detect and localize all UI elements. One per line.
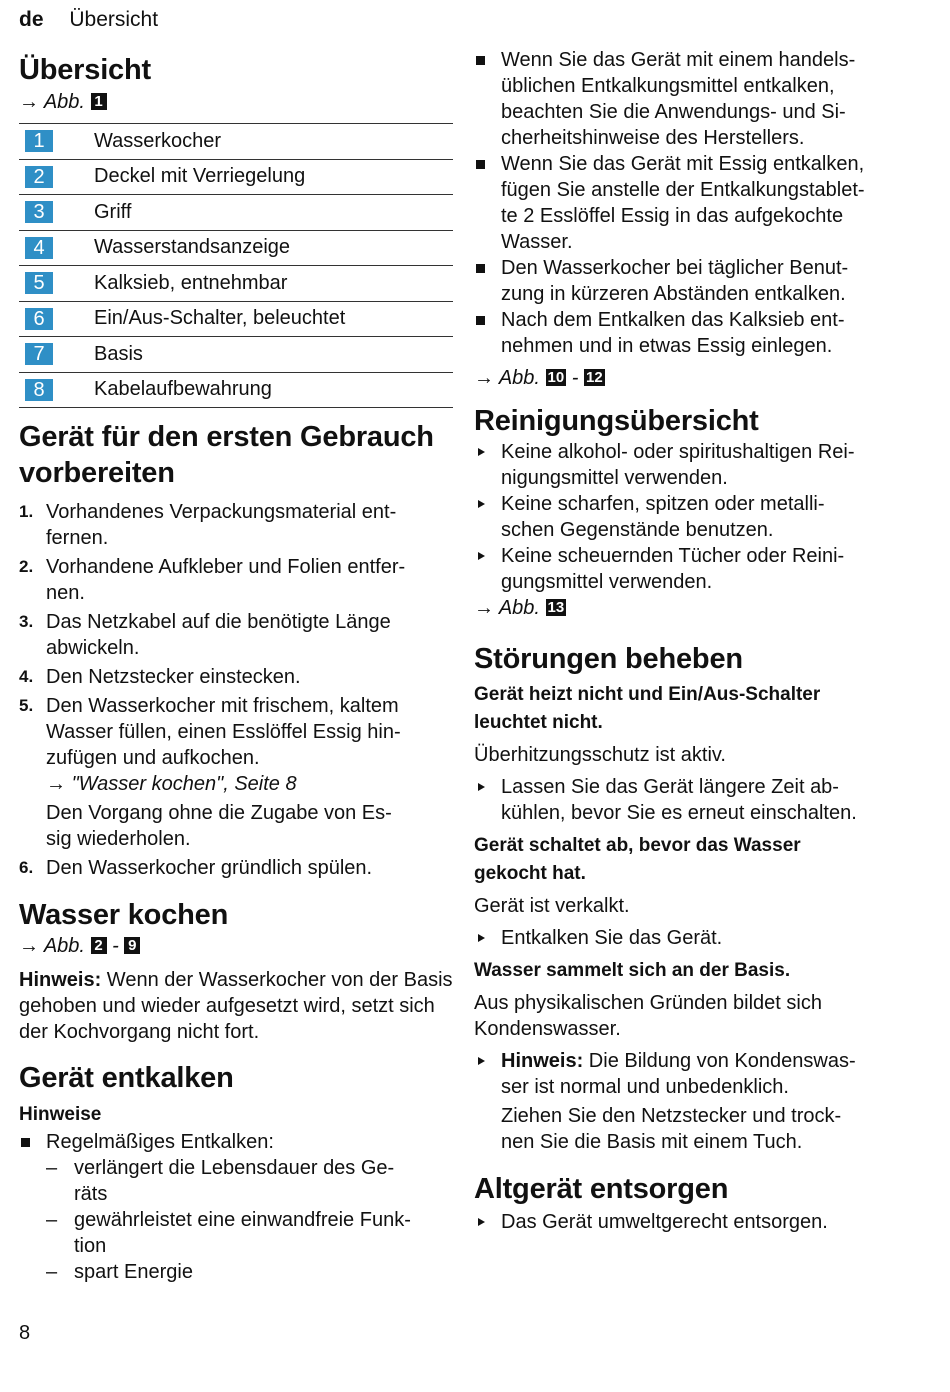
parts-table-row xyxy=(19,160,453,196)
list-item: Keine scheuernden Tücher oder Reini- gungsmittel verwenden. xyxy=(474,543,914,595)
parts-table-row xyxy=(19,373,453,409)
step-item: 2. Vorhandene Aufkleber und Folien entfer- nen. xyxy=(19,556,406,604)
list-item: Keine scharfen, spitzen oder metalli- schen Gegenstände benutzen. xyxy=(474,491,914,543)
part-number-badge: 6 xyxy=(25,308,53,330)
list-item: Entkalken Sie das Gerät. xyxy=(474,925,914,951)
bullet-item: Wenn Sie das Gerät mit Essig entkalken, fügen Sie anstelle der Entkalkungstablet- te 2 Esslöffel Essig in das aufgekochte Wasser. xyxy=(474,151,914,255)
page-header xyxy=(19,8,158,32)
dash-item: – gewährleistet eine einwandfreie Funk- tion xyxy=(46,1209,411,1257)
list-item: Keine alkohol- oder spiritushaltigen Rei- nigungsmittel verwenden. xyxy=(474,439,914,491)
step-item: 6. Den Wasserkocher gründlich spülen. xyxy=(19,857,373,879)
issue-heading: Wasser sammelt sich an der Basis. xyxy=(474,960,791,981)
descale-title: Gerät entkalken xyxy=(19,1062,234,1094)
part-label: Wasserkocher xyxy=(94,129,222,152)
first-use-steps xyxy=(19,499,453,881)
part-label: Kabelaufbewahrung xyxy=(94,378,272,401)
arrow-icon: → xyxy=(474,597,494,619)
cross-reference: → "Wasser kochen", Seite 8 xyxy=(46,773,297,795)
part-number-badge: 7 xyxy=(25,343,53,365)
parts-table xyxy=(19,123,453,408)
square-bullet-icon xyxy=(476,56,485,65)
part-number-badge: 8 xyxy=(25,379,53,401)
part-number-badge: 5 xyxy=(25,272,53,294)
boil-note: Hinweis: Wenn der Wasserkocher von der Basis gehoben und wieder aufgesetzt wird, setzt sich der Kochvorgang nicht fort. xyxy=(19,969,453,1043)
parts-table-row xyxy=(19,302,453,338)
part-label: Griff xyxy=(94,200,132,223)
descale-notes-heading: Hinweise xyxy=(19,1104,102,1125)
parts-table-row xyxy=(19,124,453,160)
parts-table-row xyxy=(19,231,453,267)
bullet-item: Nach dem Entkalken das Kalksieb ent- nehmen und in etwas Essig einlegen. xyxy=(474,307,914,359)
bullet-item: Wenn Sie das Gerät mit einem handels- üblichen Entkalkungsmittel entkalken, beachten Sie die Anwendungs- und Si- cherheitshinweise des Herstellers. xyxy=(474,47,914,151)
step-item: 1. Vorhandenes Verpackungsmaterial ent- fernen. xyxy=(19,501,397,549)
figure-number: 9 xyxy=(124,937,140,954)
issue-fix-list xyxy=(474,1048,914,1155)
parts-table-row xyxy=(19,195,453,231)
arrow-icon: → xyxy=(19,91,39,113)
figure-number: 13 xyxy=(547,599,565,616)
boil-title: Wasser kochen xyxy=(19,899,229,931)
language-code: de xyxy=(19,8,44,31)
square-bullet-icon xyxy=(476,160,485,169)
part-label: Deckel mit Verriegelung xyxy=(94,165,306,188)
issue-heading: Gerät schaltet ab, bevor das Wasser gekocht hat. xyxy=(474,835,801,884)
part-label: Basis xyxy=(94,342,143,365)
bullet-item: Den Wasserkocher bei täglicher Benut- zung in kürzeren Abständen entkalken. xyxy=(474,255,914,307)
square-bullet-icon xyxy=(21,1138,30,1147)
boil-figure-ref: → Abb. 2 - 9 xyxy=(19,933,453,959)
parts-table-row xyxy=(19,337,453,373)
cleaning-list xyxy=(474,439,914,595)
triangle-bullet-icon xyxy=(478,500,485,508)
list-item: Hinweis: Die Bildung von Kondenswas- ser ist normal und unbedenklich. Ziehen Sie den Netzstecker und trock- nen Sie die Basis mit einem Tuch. xyxy=(474,1048,914,1155)
list-item: Lassen Sie das Gerät längere Zeit ab- kühlen, bevor Sie es erneut einschalten. xyxy=(474,774,914,826)
bullet-item: Regelmäßiges Entkalken: – verlängert die Lebensdauer des Ge- räts – gewährleistet eine einwandfreie Funk- tion – spart Energie xyxy=(19,1129,453,1285)
fix-extra-text: Ziehen Sie den Netzstecker und trock- nen Sie die Basis mit einem Tuch. xyxy=(501,1105,842,1153)
triangle-bullet-icon xyxy=(478,552,485,560)
header-section: Übersicht xyxy=(69,8,159,31)
descale-figure-ref: → Abb. 10 - 12 xyxy=(474,367,603,389)
right-column xyxy=(474,47,914,1235)
triangle-bullet-icon xyxy=(478,1218,485,1226)
troubleshooting-title: Störungen beheben xyxy=(474,643,743,675)
list-item: Das Gerät umweltgerecht entsorgen. xyxy=(474,1209,914,1235)
figure-number: 12 xyxy=(586,369,603,386)
issue-heading: Gerät heizt nicht und Ein/Aus-Schalter leuchtet nicht. xyxy=(474,684,821,733)
part-label: Wasserstandsanzeige xyxy=(94,236,291,259)
page-number: 8 xyxy=(19,1322,31,1344)
figure-number: 1 xyxy=(91,93,107,110)
triangle-bullet-icon xyxy=(478,934,485,942)
part-number-badge: 1 xyxy=(25,130,53,152)
arrow-icon: → xyxy=(474,367,494,389)
disposal-title: Altgerät entsorgen xyxy=(474,1173,729,1205)
part-number-badge: 4 xyxy=(25,237,53,259)
step-extra-text: Den Vorgang ohne die Zugabe von Es- sig wiederholen. xyxy=(46,802,392,850)
descale-bullets-left xyxy=(19,1129,453,1285)
dash-list xyxy=(46,1155,453,1285)
part-label: Ein/Aus-Schalter, beleuchtet xyxy=(94,307,346,330)
part-number-badge: 3 xyxy=(25,201,53,223)
part-label: Kalksieb, entnehmbar xyxy=(94,271,288,294)
triangle-bullet-icon xyxy=(478,1057,485,1065)
triangle-bullet-icon xyxy=(478,783,485,791)
first-use-title: Gerät für den ersten Gebrauch vorbereiten xyxy=(19,421,434,489)
left-column xyxy=(19,52,453,1285)
parts-table-row xyxy=(19,266,453,302)
figure-number: 2 xyxy=(91,937,107,954)
triangle-bullet-icon xyxy=(478,448,485,456)
overview-title: Übersicht xyxy=(19,54,151,86)
square-bullet-icon xyxy=(476,264,485,273)
overview-figure-ref: → Abb. 1 xyxy=(19,89,453,115)
step-item: 4. Den Netzstecker einstecken. xyxy=(19,666,301,688)
issue-cause: Gerät ist verkalkt. xyxy=(474,895,630,917)
cleaning-title: Reinigungsübersicht xyxy=(474,405,759,437)
issue-cause: Aus physikalischen Gründen bildet sich Kondenswasser. xyxy=(474,992,822,1040)
issue-cause: Überhitzungsschutz ist aktiv. xyxy=(474,744,726,766)
issue-fix-list xyxy=(474,925,914,951)
disposal-list xyxy=(474,1209,914,1235)
issue-fix-list xyxy=(474,774,914,826)
square-bullet-icon xyxy=(476,316,485,325)
arrow-icon: → xyxy=(19,935,39,957)
figure-number: 10 xyxy=(547,369,565,386)
part-number-badge: 2 xyxy=(25,166,53,188)
dash-item: – spart Energie xyxy=(46,1261,193,1283)
step-item: 3. Das Netzkabel auf die benötigte Länge abwickeln. xyxy=(19,611,391,659)
descale-bullets-right xyxy=(474,47,914,359)
step-item: 5. Den Wasserkocher mit frischem, kaltem Wasser füllen, einen Esslöffel Essig hin- zufügen und aufkochen. → "Wasser kochen", Seite 8 Den Vorgang ohne die Zugabe von Es- sig wiederholen. xyxy=(19,693,453,852)
cleaning-figure-ref: → Abb. 13 xyxy=(474,597,565,619)
dash-item: – verlängert die Lebensdauer des Ge- räts xyxy=(46,1157,395,1205)
